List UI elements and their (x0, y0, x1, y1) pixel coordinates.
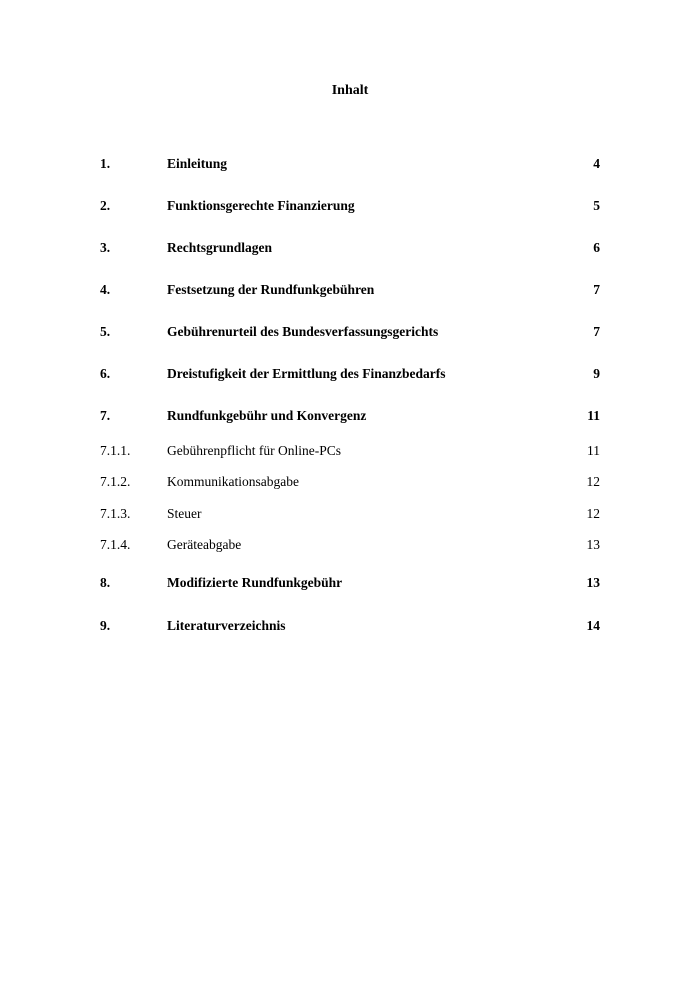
toc-entry-1[interactable] (0, 156, 700, 176)
toc-entry-title: Rundfunkgebühr und Konvergenz (167, 408, 367, 423)
toc-entry-title: Geräteabgabe (167, 537, 242, 552)
toc-entry-7-1-3[interactable] (0, 506, 700, 526)
toc-entry-page: 6 (593, 240, 600, 255)
toc-entry-4[interactable] (0, 282, 700, 302)
toc-entry-page: 12 (586, 474, 600, 489)
toc-entry-2[interactable] (0, 198, 700, 218)
toc-entry-number: 1. (100, 156, 111, 171)
toc-entry-title: Dreistufigkeit der Ermittlung des Finanzbedarfs (167, 366, 446, 381)
toc-entry-page: 7 (593, 282, 600, 297)
toc-entry-title: Modifizierte Rundfunkgebühr (167, 575, 343, 590)
toc-entry-page: 13 (586, 537, 600, 552)
toc-entry-7[interactable] (0, 408, 700, 428)
toc-entry-title: Gebührenurteil des Bundesverfassungsgerichts (167, 324, 439, 339)
toc-entry-title: Gebührenpflicht für Online-PCs (167, 443, 341, 458)
toc-entry-title: Rechtsgrundlagen (167, 240, 273, 255)
page-title: Inhalt (331, 83, 369, 98)
toc-entry-7-1-2[interactable] (0, 474, 700, 494)
toc-entry-number: 2. (100, 198, 111, 213)
toc-entry-title: Literaturverzeichnis (167, 618, 286, 633)
toc-entry-3[interactable] (0, 240, 700, 260)
toc-entry-number: 8. (100, 575, 111, 590)
toc-entry-number: 7.1.4. (100, 537, 131, 552)
toc-entry-page: 11 (587, 408, 600, 423)
toc-entry-9[interactable] (0, 618, 700, 638)
toc-entry-page: 4 (593, 156, 600, 171)
toc-entry-title: Festsetzung der Rundfunkgebühren (167, 282, 375, 297)
toc-entry-page: 13 (586, 575, 600, 590)
toc-entry-number: 7.1.2. (100, 474, 131, 489)
toc-entry-number: 7. (100, 408, 111, 423)
toc-entry-page: 5 (593, 198, 600, 213)
toc-entry-page: 7 (593, 324, 600, 339)
toc-entry-6[interactable] (0, 366, 700, 386)
toc-entry-8[interactable] (0, 575, 700, 595)
toc-entry-title: Einleitung (167, 156, 228, 171)
toc-entry-page: 11 (587, 443, 600, 458)
toc-entry-number: 5. (100, 324, 111, 339)
toc-entry-page: 14 (586, 618, 600, 633)
toc-entry-number: 7.1.3. (100, 506, 131, 521)
toc-entry-number: 3. (100, 240, 111, 255)
toc-entry-title: Steuer (167, 506, 202, 521)
toc-entry-number: 9. (100, 618, 111, 633)
toc-entry-number: 6. (100, 366, 111, 381)
toc-entry-title: Funktionsgerechte Finanzierung (167, 198, 355, 213)
toc-entry-5[interactable] (0, 324, 700, 344)
toc-entry-number: 7.1.1. (100, 443, 131, 458)
toc-entry-title: Kommunikationsabgabe (167, 474, 299, 489)
toc-entry-page: 9 (593, 366, 600, 381)
toc-entry-7-1-1[interactable] (0, 443, 700, 463)
toc-entry-number: 4. (100, 282, 111, 297)
toc-entry-page: 12 (586, 506, 600, 521)
toc-entry-7-1-4[interactable] (0, 537, 700, 557)
